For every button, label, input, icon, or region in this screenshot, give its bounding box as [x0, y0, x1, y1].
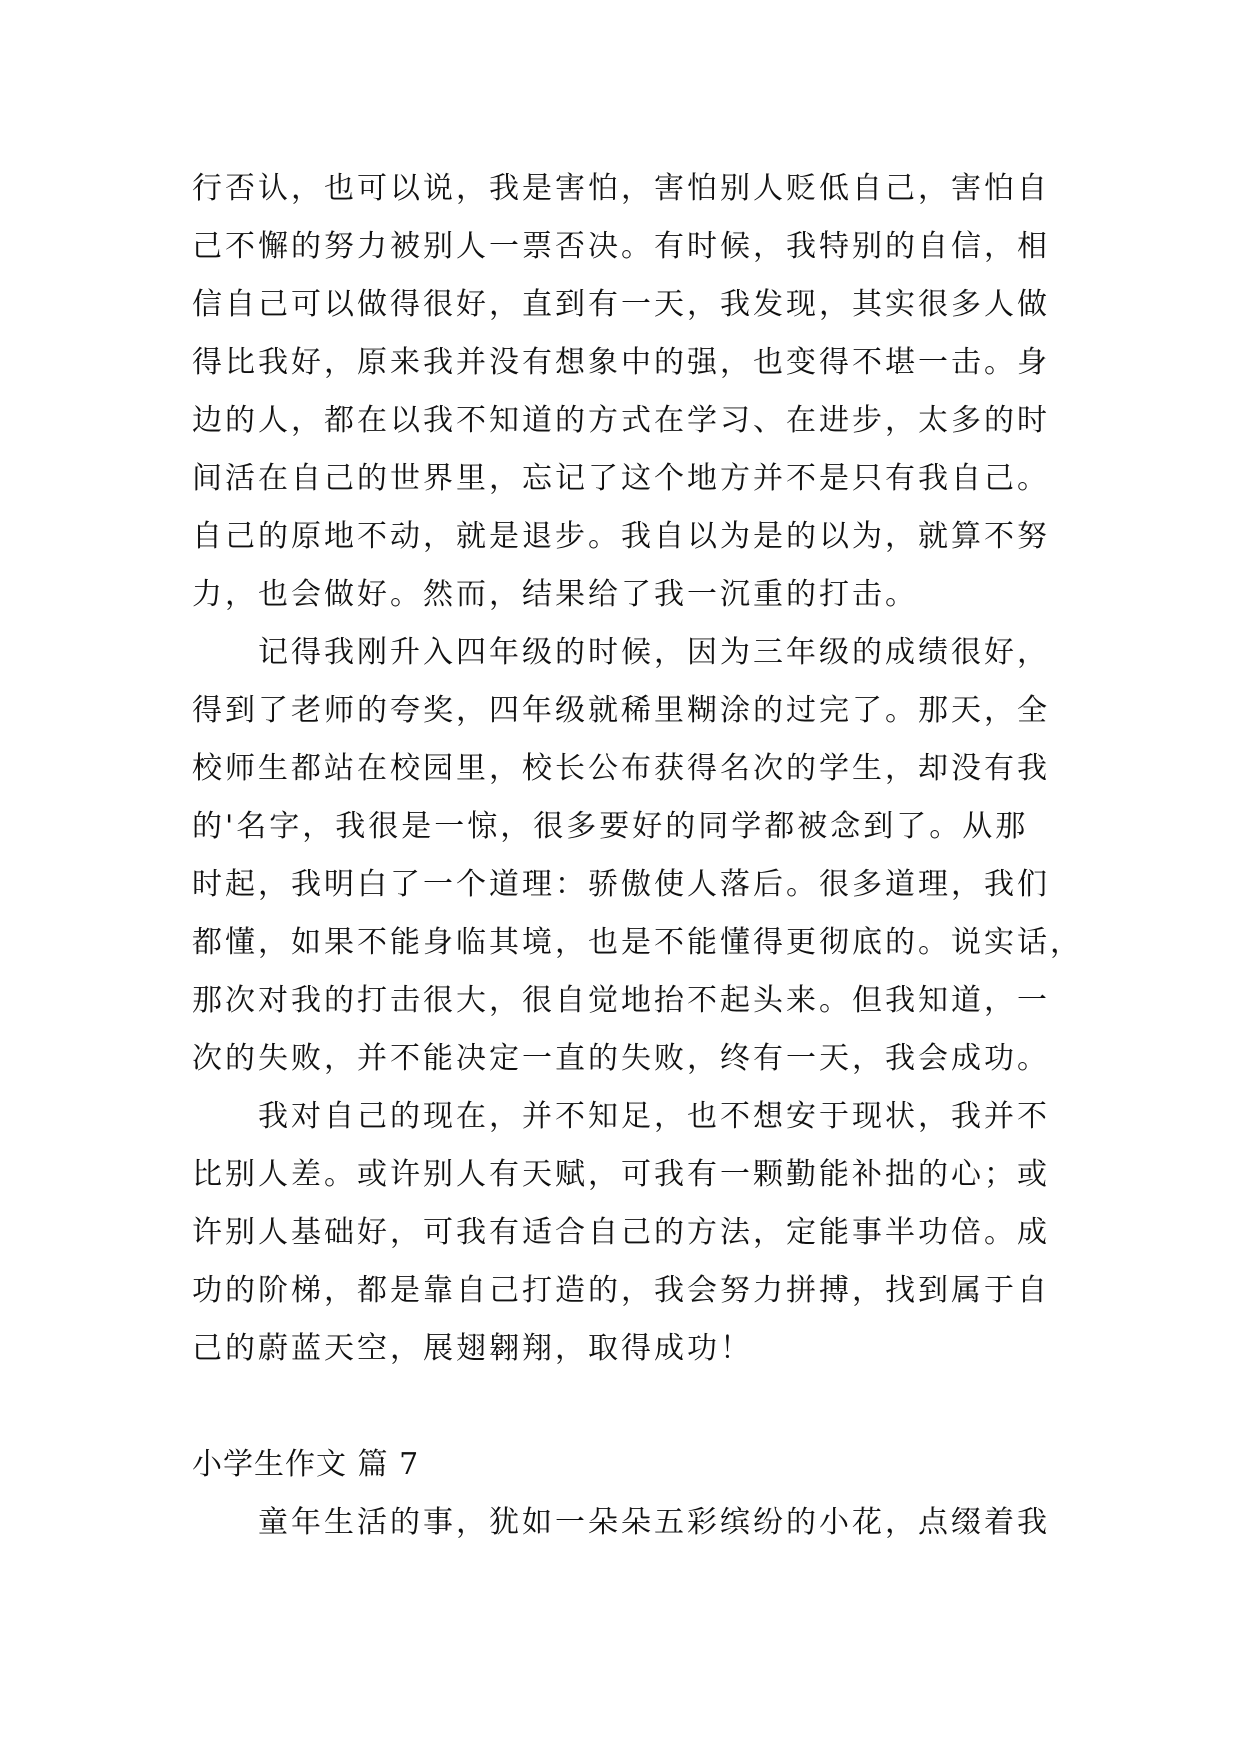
text-line: 那次对我的打击很大，很自觉地抬不起头来。但我知道，一 [192, 983, 1050, 1018]
paragraph [192, 624, 1083, 1088]
text-line: 许别人基础好，可我有适合自己的方法，定能事半功倍。成 [192, 1215, 1050, 1250]
section-heading: 小学生作文 篇 7 [192, 1447, 420, 1482]
paragraph [192, 1494, 1072, 1552]
text-line: 时起，我明白了一个道理：骄傲使人落后。很多道理，我们 [192, 867, 1050, 902]
text-line: 我对自己的现在，并不知足，也不想安于现状，我并不 [258, 1099, 1050, 1134]
text-line: 都懂，如果不能身临其境，也是不能懂得更彻底的。说实话， [192, 925, 1083, 960]
text-line: 得比我好，原来我并没有想象中的强，也变得不堪一击。身 [192, 345, 1050, 380]
text-line: 得到了老师的夸奖，四年级就稀里糊涂的过完了。那天，全 [192, 693, 1050, 728]
text-line: 信自己可以做得很好，直到有一天，我发现，其实很多人做 [192, 287, 1050, 322]
text-line: 校师生都站在校园里，校长公布获得名次的学生，却没有我 [192, 751, 1050, 786]
text-line: 己不懈的努力被别人一票否决。有时候，我特别的自信，相 [192, 229, 1050, 264]
text-line: 行否认，也可以说，我是害怕，害怕别人贬低自己，害怕自 [192, 171, 1050, 206]
text-line: 自己的原地不动，就是退步。我自以为是的以为，就算不努 [192, 519, 1050, 554]
text-line: 边的人，都在以我不知道的方式在学习、在进步，太多的时 [192, 403, 1050, 438]
text-line: 力，也会做好。然而，结果给了我一沉重的打击。 [192, 577, 918, 612]
text-line: 童年生活的事，犹如一朵朵五彩缤纷的小花，点缀着我 [258, 1505, 1050, 1540]
text-line: 次的失败，并不能决定一直的失败，终有一天，我会成功。 [192, 1041, 1050, 1076]
paragraph [192, 160, 1072, 624]
paragraph [192, 1088, 1072, 1378]
text-line: 间活在自己的世界里，忘记了这个地方并不是只有我自己。 [192, 461, 1050, 496]
essay-body [192, 160, 1083, 1552]
text-line: 比别人差。或许别人有天赋，可我有一颗勤能补拙的心；或 [192, 1157, 1050, 1192]
text-line: 功的阶梯，都是靠自己打造的，我会努力拼搏，找到属于自 [192, 1273, 1050, 1308]
text-line: 己的蔚蓝天空，展翅翱翔，取得成功！ [192, 1331, 753, 1366]
text-line: 记得我刚升入四年级的时候，因为三年级的成绩很好， [258, 635, 1050, 670]
text-line: 的'名字，我很是一惊，很多要好的同学都被念到了。从那 [192, 809, 1029, 844]
